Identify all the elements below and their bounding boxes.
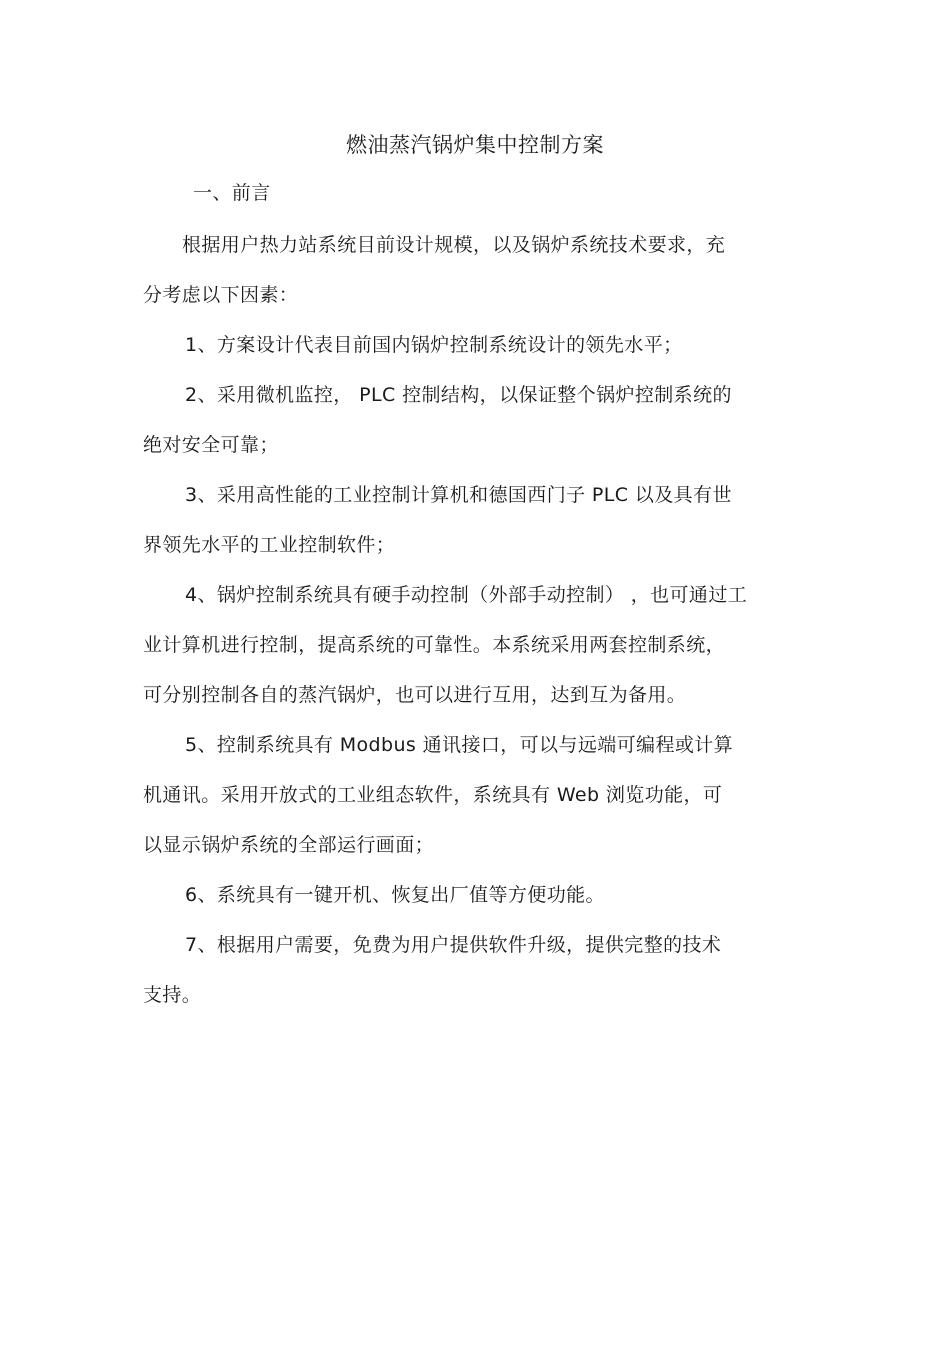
item-4-line-3: 可分别控制各自的蒸汽锅炉，也可以进行互用，达到互为备用。 bbox=[143, 684, 687, 706]
item-6-line-1: 6、系统具有一键开机、恢复出厂值等方便功能。 bbox=[185, 884, 605, 906]
item-2-line-1: 2、采用微机监控， PLC 控制结构，以保证整个锅炉控制系统的 bbox=[185, 384, 732, 406]
item-5-line-3: 以显示锅炉系统的全部运行画面； bbox=[143, 834, 435, 856]
item-3-line-1: 3、采用高性能的工业控制计算机和德国西门子 PLC 以及具有世 bbox=[185, 484, 732, 506]
item-1-line-1: 1、方案设计代表目前国内锅炉控制系统设计的领先水平； bbox=[185, 334, 683, 356]
item-4-line-1: 4、锅炉控制系统具有硬手动控制（外部手动控制） ，也可通过工 bbox=[185, 584, 748, 606]
document-title: 燃油蒸汽锅炉集中控制方案 bbox=[346, 133, 604, 157]
item-5-line-1: 5、控制系统具有 Modbus 通讯接口，可以与远端可编程或计算 bbox=[185, 734, 734, 756]
intro-line-1: 根据用户热力站系统目前设计规模，以及锅炉系统技术要求，充 bbox=[182, 234, 726, 256]
item-2-line-2: 绝对安全可靠； bbox=[143, 434, 279, 456]
item-5-line-2: 机通讯。采用开放式的工业组态软件，系统具有 Web 浏览功能，可 bbox=[143, 784, 723, 806]
item-4-line-2: 业计算机进行控制，提高系统的可靠性。本系统采用两套控制系统， bbox=[143, 634, 726, 656]
intro-line-2: 分考虑以下因素： bbox=[143, 284, 299, 306]
item-7-line-1: 7、根据用户需要，免费为用户提供软件升级，提供完整的技术 bbox=[185, 934, 722, 956]
item-7-line-2: 支持。 bbox=[143, 984, 202, 1006]
item-3-line-2: 界领先水平的工业控制软件； bbox=[143, 534, 396, 556]
section-heading: 一、前言 bbox=[193, 182, 271, 204]
